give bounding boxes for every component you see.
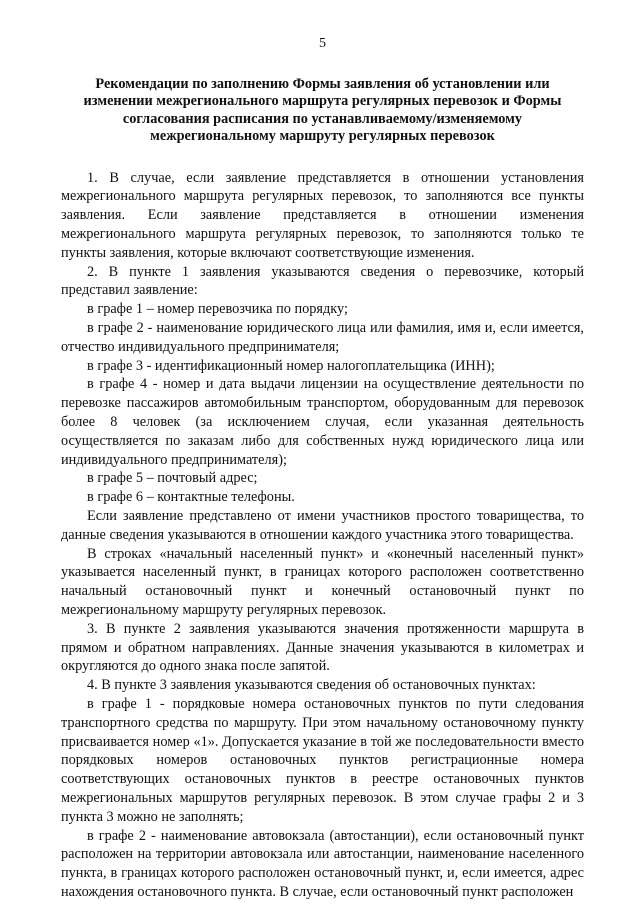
paragraph-6: в графе 4 - номер и дата выдачи лицензии на осуществление деятельности по перевозке пассажиров автомобильным транспортом, оборудованным для перевозок более 8 человек (за исключением случая, если указанная деятельность осуществляется по заказам либо для собственных нужд юридического лица или индивидуального предпринимателя); [61,376,584,468]
paragraph-13: в графе 1 - порядковые номера остановочных пунктов по пути следования транспортного средства по маршруту. При этом начальному остановочному пункту присваивается номер «1». Допускается указание в той же последовательности вместо порядковых номеров остановочных пунктов регистрационные номера соответствующих остановочных пунктов в реестре остановочных пунктов межрегиональных маршрутов регулярных перевозок. В этом случае графы 2 и 3 пункта 3 можно не заполнять; [61,695,584,825]
paragraph-5: в графе 3 - идентификационный номер налогоплательщика (ИНН); [87,357,495,374]
document-body [61,169,584,902]
paragraph-3: в графе 1 – номер перевозчика по порядку; [87,301,348,318]
paragraph-2: 2. В пункте 1 заявления указываются сведения о перевозчике, который представил заявление: [61,263,584,299]
page-number: 5 [319,36,326,51]
paragraph-4: в графе 2 - наименование юридического лица или фамилия, имя и, если имеется, отчество индивидуального предпринимателя; [61,320,584,355]
paragraph-14: в графе 2 - наименование автовокзала (автостанции), если остановочный пункт расположен на территории автовокзала или автостанции, наименование населенного пункта, в границах которого расположен остановочный пункт, и, если имеется, адрес нахождения остановочного пункта. В случае, если остановочный пункт расположен [61,827,584,900]
paragraph-12: 4. В пункте 3 заявления указываются сведения об остановочных пунктах: [87,677,536,694]
paragraph-7: в графе 5 – почтовый адрес; [87,470,258,487]
paragraph-9: Если заявление представлено от имени участников простого товарищества, то данные сведения указываются в отношении каждого участника этого товарищества. [61,507,584,543]
paragraph-11: 3. В пункте 2 заявления указываются значения протяженности маршрута в прямом и обратном направлениях. Данные значения указываются в километрах и округляются до одного знака после запятой. [61,620,584,675]
document-title: Рекомендации по заполнению Формы заявления об установлении или изменении межрегионального маршрута регулярных перевозок и Формы согласования расписания по устанавливаемому/изменяемому межрегиональному маршруту регулярных перевозок [83,76,562,145]
paragraph-10: В строках «начальный населенный пункт» и «конечный населенный пункт» указывается населенный пункт, в границах которого расположен соответственно начальный остановочный пункт и конечный остановочный пункт по межрегиональному маршруту регулярных перевозок. [61,545,584,618]
paragraph-8: в графе 6 – контактные телефоны. [87,489,295,506]
paragraph-1: 1. В случае, если заявление представляется в отношении установления межрегионального маршрута регулярных перевозок, то заполняются все пункты заявления. Если заявление представляется в отношении изменения межрегионального маршрута регулярных перевозок, то заполняются только те пункты заявления, которые включают соответствующие изменения. [61,169,584,261]
